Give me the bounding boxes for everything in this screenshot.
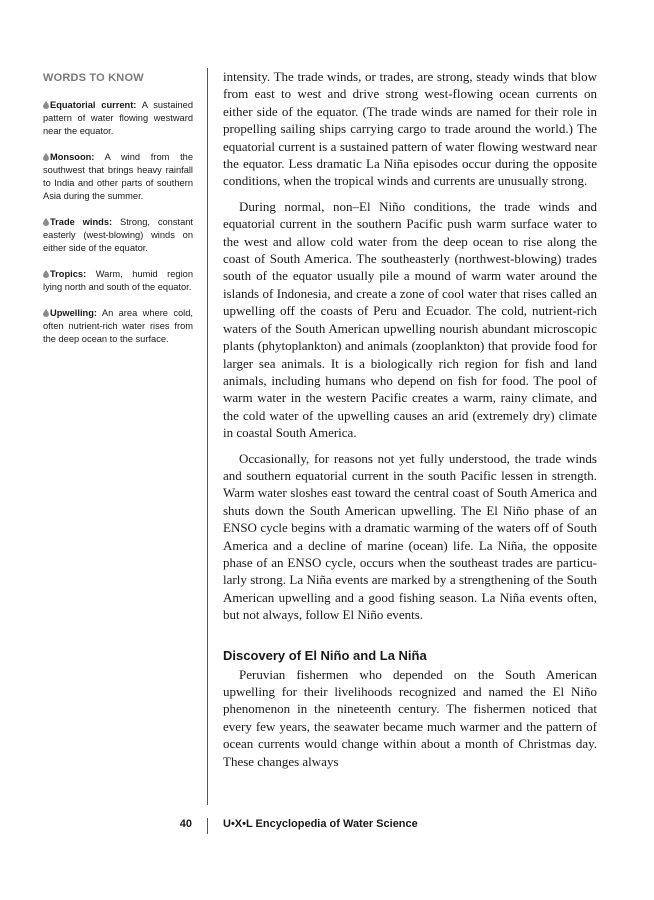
body-paragraph: Occasionally, for reasons not yet fully understood, the trade winds and southern equatorial current in the south Pacific lessen in strength. Warm water sloshes east toward the central coast of South America and shuts down the South American upwelling. The El Niño phase of an ENSO cycle begins with a dramatic warming of the waters off of South America and a decline of marine (ocean) life. La Niña, the opposite phase of an ENSO cycle, occurs when the southeast trades are particularly strong. La Niña events are marked by a strengthening of the South American upwelling and a good fishing season. La Niña events often, but not always, follow El Niño events. <box>223 450 597 623</box>
column-divider <box>207 68 208 805</box>
words-to-know-sidebar <box>43 72 193 359</box>
footer-book-title: U•X•L Encyclopedia of Water Science <box>223 818 418 830</box>
term-name: Trade winds: <box>50 217 113 227</box>
body-paragraph: During normal, non–El Niño conditions, the trade winds and equatorial current in the southern Pacific push warm surface water to the west and allow cold water from the deep ocean to rise along the coast of South America. The southeasterly (northwest-blowing) trades south of the equator usually pile a mound of warm water around the islands of Indonesia, and create a zone of cool water that rises called an upwelling off the coasts of Peru and Ecuador. The cold, nutrient-rich waters of the South American upwelling nourish abundant microscopic plants (phytoplankton) and animals (zooplankton) that provide food for larger sea animals. It is a biologically rich region for fish and land animals, including humans who depend on fish for food. The pool of warm water in the western Pacific creates a warm, rainy climate, and the cold water of the upwelling causes an arid (extremely dry) climate in coastal South America. <box>223 198 597 441</box>
glossary-term <box>43 151 193 203</box>
glossary-term <box>43 216 193 255</box>
water-drop-icon <box>43 153 49 161</box>
glossary-term <box>43 268 193 294</box>
term-definition: A wind from the southwest that brings heavy rainfall to India and other parts of southern Asia during the summer. <box>43 152 193 201</box>
body-paragraph: Peruvian fishermen who depended on the South American upwelling for their livelihoods recognized and named the El Niño phenomenon in the nineteenth century. The fishermen noticed that every few years, the seawater became much warmer and the pattern of ocean currents would change within about a month of Christmas day. These changes always <box>223 666 597 769</box>
term-definition: Strong, constant easterly (west-blowing) winds on either side of the equator. <box>43 217 193 253</box>
main-text-column <box>223 68 597 778</box>
term-name: Monsoon: <box>50 152 95 162</box>
water-drop-icon <box>43 309 49 317</box>
term-definition: Warm, humid region lying north and south of the equator. <box>43 269 193 292</box>
glossary-term <box>43 307 193 346</box>
term-definition: An area where cold, often nutrient-rich water rises from the deep ocean to the surface. <box>43 308 193 344</box>
glossary-term <box>43 99 193 138</box>
term-definition: A sustained pattern of water flowing westward near the equator. <box>43 100 194 136</box>
page-number: 40 <box>179 818 192 830</box>
term-name: Tropics: <box>50 269 87 279</box>
term-name: Equatorial current: <box>50 100 137 110</box>
term-name: Upwelling: <box>50 308 97 318</box>
water-drop-icon <box>43 270 49 278</box>
water-drop-icon <box>43 101 49 109</box>
footer-divider <box>207 818 208 834</box>
body-paragraph: intensity. The trade winds, or trades, are strong, steady winds that blow from east to west and drive strong west-flowing ocean currents on either side of the equator. (The trade winds are named for their role in propelling sailing ships carrying cargo to trade around the world.) The equatorial current is a sustained pattern of water flowing westward near the equator. Less dramatic La Niña episodes occur during the opposite conditions, when the tropical winds and currents are unusually strong. <box>223 69 597 189</box>
water-drop-icon <box>43 218 49 226</box>
sidebar-heading: WORDS TO KNOW <box>43 72 144 84</box>
section-heading: Discovery of El Niño and La Niña <box>223 647 427 663</box>
